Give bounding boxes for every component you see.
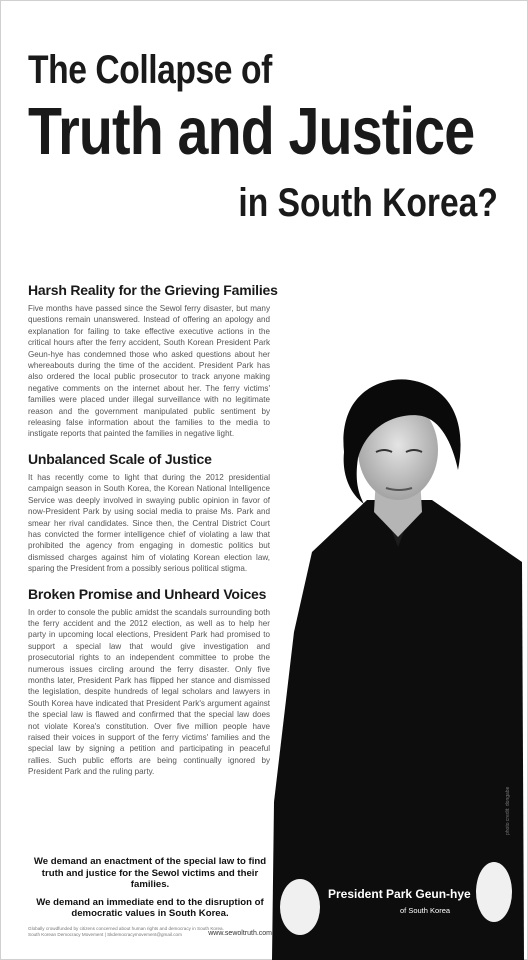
demand-2: We demand an immediate end to the disruption of democratic values in South Korea. bbox=[36, 896, 264, 919]
demand-1: We demand an enactment of the special law to find truth and justice for the Sewol victims and their families. bbox=[33, 856, 267, 890]
photo-caption-subtitle: of South Korea bbox=[400, 906, 451, 915]
section-body-1: Five months have passed since the Sewol ferry disaster, but many questions remain unanswered. Instead of offering an apology and explanation for failing to take effective executive actions in the critical hours after the ferry accident, South Korean President Park Geun-hye has condemned those who asked questions about her whereabouts during the time of the accident. President Park has also ordered the local public prosecutor to track anyone making negative comments on the internet about her. The ferry victims' families were placed under illegal surveillance with no legitimate reason and the government manipulated public sentiment by releasing false information about the families to the media to instigate reports that painted the families in negative light. bbox=[28, 304, 270, 439]
footer-line-2: South Korean Democracy Movement | Skdemocracymovement@gmail.com bbox=[28, 932, 182, 937]
headline-line-1: The Collapse of bbox=[28, 48, 272, 92]
section-heading-2: Unbalanced Scale of Justice bbox=[28, 450, 212, 467]
demands-block bbox=[22, 856, 278, 926]
section-body-3: In order to console the public amidst the scandals surrounding both the ferry accident and the 2012 election, as well as to help her party in upcoming local elections, President Park had promised to support a special law that would give investigation and prosecutorial rights to an independent committee to probe the numerous issues circling around the ferry disaster. Only five months later, President Park has flipped her stance and dismissed the legislation, despite hundreds of legal scholars and lawyers in South Korea have indicated that President Park's argument against the special law is flawed and confirmed that the special law does not violate Korea's constitution. Over five million people have raised their voices in support of the ferry victims' families and the special law by signing a petition and participating in peaceful rallies. Such public efforts are being continually ignored by President Park and the ruling party. bbox=[28, 607, 270, 777]
headline-line-2: Truth and Justice bbox=[28, 94, 475, 169]
footer bbox=[28, 926, 274, 938]
footer-line-1: Globally crowdfunded by citizens concerned about human rights and democracy in South Korea. bbox=[28, 926, 224, 931]
article-column bbox=[28, 282, 278, 789]
footer-url[interactable]: www.sewoltruth.com bbox=[208, 930, 272, 937]
section-body-2: It has recently come to light that during the 2012 presidential campaign season in South Korea, the Korean National Intelligence Service was deeply involved in swaying public opinion in favor of now-President Park by using social media to praise Ms. Park and smear her rival candidates. Since then, the Central District Court has convicted the former intelligence chief of violating a law that prohibited the agency from engaging in domestic politics but dismissed charges against him of violating Korean election law, sparing the President from a possibly serious political stigma. bbox=[28, 472, 270, 574]
photo-caption-name: President Park Geun-hye bbox=[328, 887, 471, 901]
section-heading-3: Broken Promise and Unheard Voices bbox=[28, 585, 267, 602]
headline-line-3: in South Korea? bbox=[238, 181, 498, 225]
photo-credit: photo credit: dongabe bbox=[505, 786, 511, 835]
section-heading-1: Harsh Reality for the Grieving Families bbox=[28, 282, 278, 298]
president-portrait bbox=[272, 372, 524, 960]
